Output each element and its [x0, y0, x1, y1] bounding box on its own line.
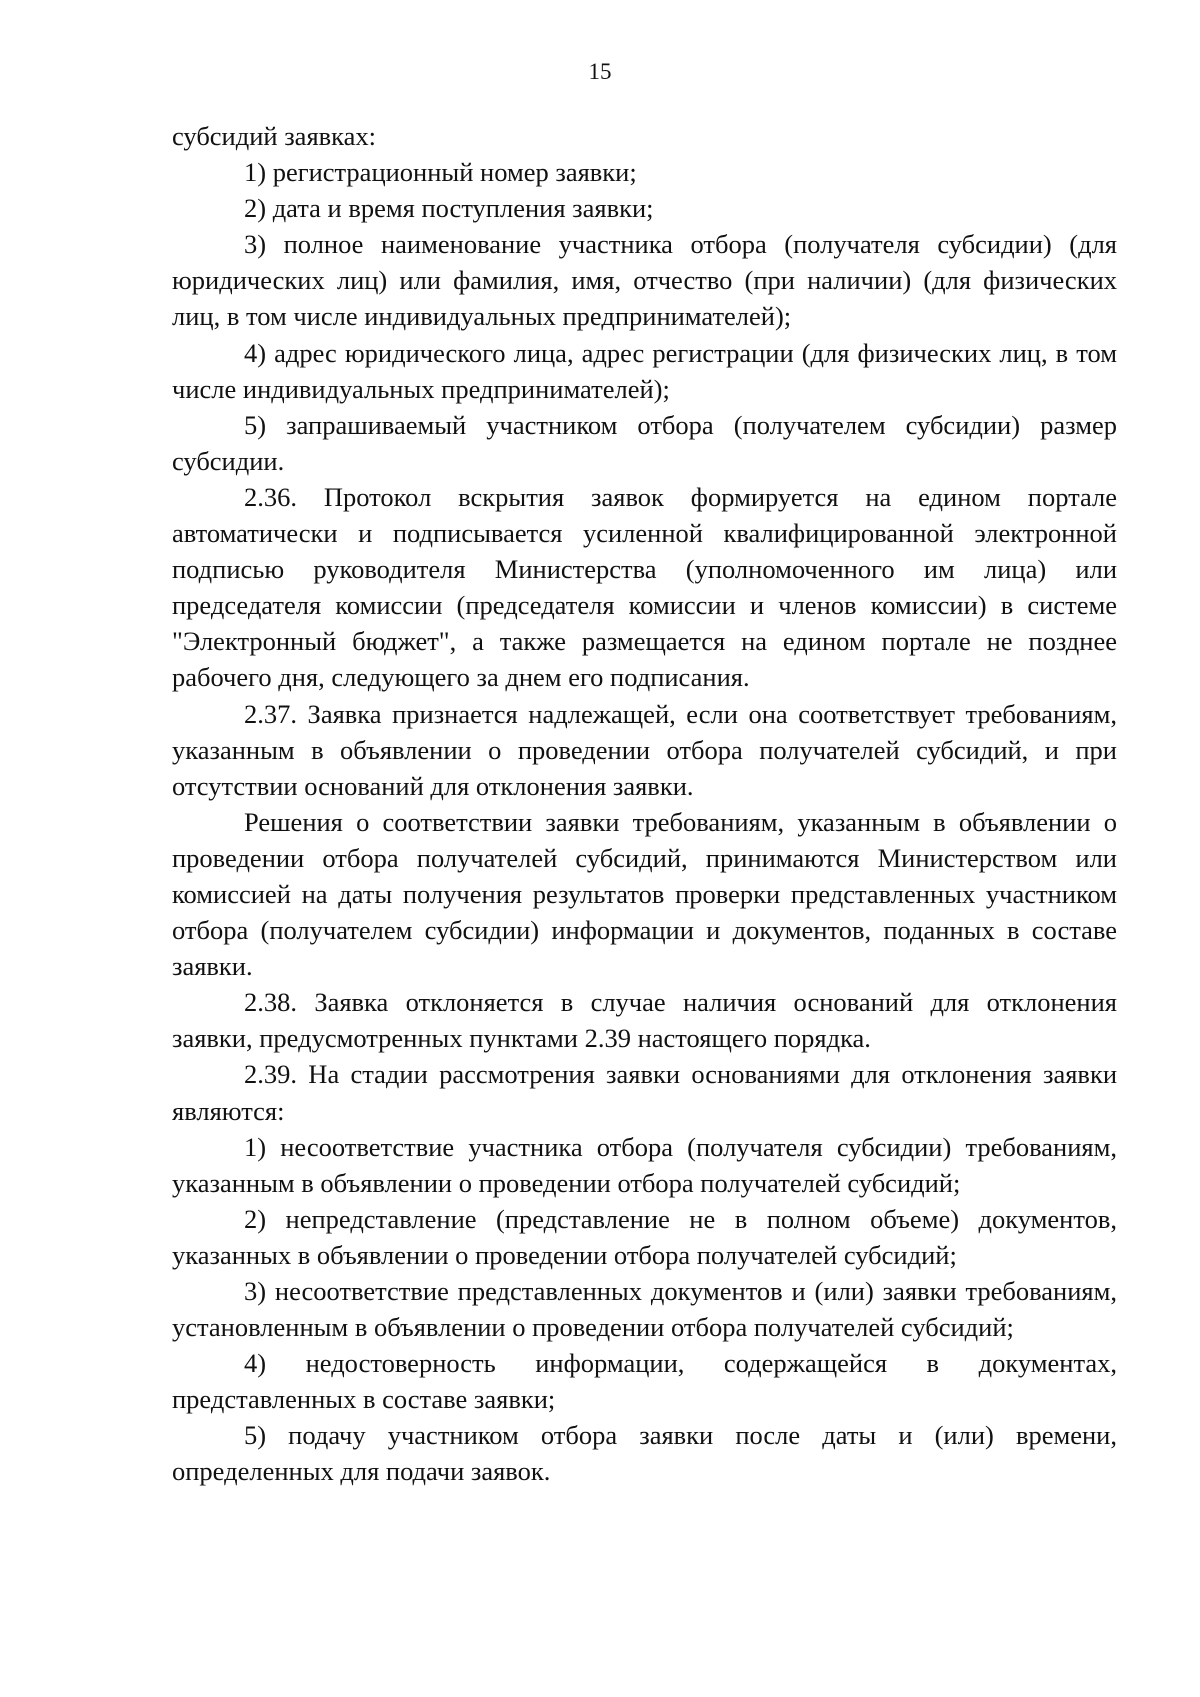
paragraph: Решения о соответствии заявки требованиям, указанным в объявлении о проведении отбора получателей субсидий, принимаются Министерством или комиссией на даты получения результатов проверки представленных участником отбора (получателем субсидии) информации и документов, поданных в составе заявки. [172, 806, 1117, 982]
document-body [172, 118, 1117, 1490]
list-item: 1) регистрационный номер заявки; [244, 157, 637, 188]
list-item: 1) несоответствие участника отбора (получателя субсидии) требованиям, указанным в объявлении о проведении отбора получателей субсидий; [172, 1131, 1117, 1198]
list-item: 4) адрес юридического лица, адрес регистрации (для физических лиц, в том числе индивидуальных предпринимателей); [172, 337, 1117, 404]
paragraph: субсидий заявках: [172, 121, 376, 151]
list-item: 3) несоответствие представленных документов и (или) заявки требованиям, установленным в объявлении о проведении отбора получателей субсидий; [172, 1276, 1117, 1343]
page-number: 15 [588, 59, 612, 84]
clause-2-38: 2.38. Заявка отклоняется в случае наличия оснований для отклонения заявки, предусмотренных пунктами 2.39 настоящего порядка. [172, 987, 1117, 1054]
list-item: 4) недостоверность информации, содержащейся в документах, представленных в составе заявки; [172, 1348, 1117, 1415]
list-item: 2) дата и время поступления заявки; [244, 193, 654, 224]
clause-2-39: 2.39. На стадии рассмотрения заявки основаниями для отклонения заявки являются: [172, 1059, 1117, 1126]
clause-2-36: 2.36. Протокол вскрытия заявок формируется на едином портале автоматически и подписывается усиленной квалифицированной электронной подписью руководителя Министерства (уполномоченного им лица) или председателя комиссии (председателя комиссии и членов комиссии) в системе "Электронный бюджет", а также размещается на едином портале не позднее рабочего дня, следующего за днем его подписания. [172, 481, 1117, 693]
clause-2-37: 2.37. Заявка признается надлежащей, если она соответствует требованиям, указанным в объявлении о проведении отбора получателей субсидий, и при отсутствии оснований для отклонения заявки. [172, 698, 1117, 801]
list-item: 5) подачу участником отбора заявки после даты и (или) времени, определенных для подачи заявок. [172, 1420, 1117, 1487]
list-item: 3) полное наименование участника отбора (получателя субсидии) (для юридических лиц) или фамилия, имя, отчество (при наличии) (для физических лиц, в том числе индивидуальных предпринимателей); [172, 229, 1117, 332]
list-item: 2) непредставление (представление не в полном объеме) документов, указанных в объявлении о проведении отбора получателей субсидий; [172, 1203, 1117, 1270]
list-item: 5) запрашиваемый участником отбора (получателем субсидии) размер субсидии. [172, 409, 1117, 476]
